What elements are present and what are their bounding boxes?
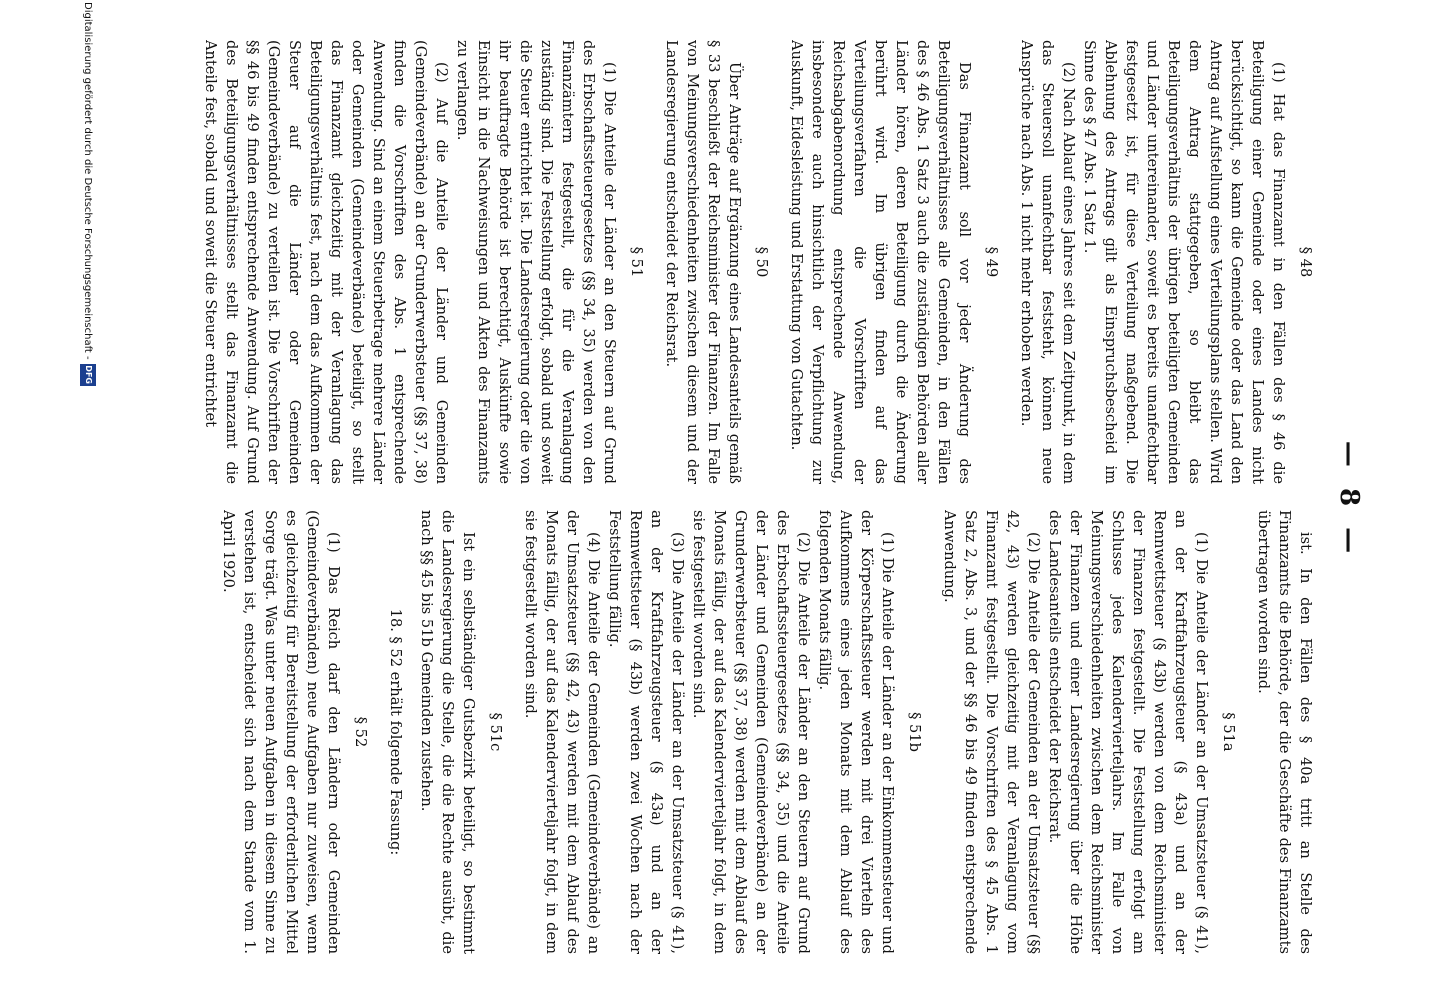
- amendment-note: 18. § 52 erhält folgende Fassung:: [387, 608, 404, 856]
- paragraph: Über Anträge auf Ergänzung eines Landesanteils gemäß § 33 beschließt der Reichsminister der Finanzen. Im Falle von Meinungsverschiedenheiten zwischen diesem und der Landesregierung entscheidet der Reichsrat.: [663, 40, 743, 484]
- digitization-credit: [74, 2, 102, 998]
- credit-text: Digitalisierung gefördert durch die Deutsche Forschungsgemeinschaft -: [82, 2, 94, 360]
- paragraph: Das Finanzamt soll vor jeder Änderung des Beteiligungsverhältnisses alle Gemeinden, in den Fällen des § 46 Abs. 1 Satz 3 auch die zuständigen Behörden aller Länder hören, deren Beteiligung durch die Änderung berührt wird. Im übrigen finden auf das Verteilungsverfahren die Vorschriften der Reichsabgabenordnung entsprechende Anwendung, insbesondere auch hinsichtlich der Verpflichtung zur Auskunft, Eidesleistung und Erstattung von Gutachten.: [788, 40, 973, 484]
- paragraph: (4) Die Anteile der Gemeinden (Gemeindeverbände) an der Umsatzsteuer (§§ 42, 43) werden mit dem Ablauf des Monats fällig, der auf das Kalendervierteljahr folgt, in dem sie festgestellt worden sind.: [522, 510, 602, 954]
- right-column: [116, 510, 1316, 954]
- paragraph: (2) Auf die Anteile der Länder und Gemeinden (Gemeindeverbände) an der Grunderwerbsteuer (§§ 37, 38) finden die Vorschriften des Abs. 1 entsprechende Anwendung. Sind an einem Steuerbetrage mehrere Länder oder Gemeinden (Gemeindeverbände) beteiligt, so stellt das Finanzamt gleichzeitig mit der Veranlagung das Beteiligungsverhältnis fest, nach dem das Aufkommen der Steuer auf die Länder oder Gemeinden (Gemeindeverbände) zu verteilen ist. Die Vorschriften der §§ 46 bis 49 finden entsprechende Anwendung. Auf Grund des Beteiligungsverhältnisses stellt das Finanzamt die Anteile fest, sobald und soweit die Steuer entrichtet: [202, 40, 450, 484]
- left-column: [116, 40, 1316, 484]
- paragraph: (1) Die Anteile der Länder an der Umsatzsteuer (§ 41), an der Kraftfahrzeugsteuer (§ 43a) und an der Rennwettsteuer (§ 43b) werden von dem Reichsminister der Finanzen festgestellt. Die Feststellung erfolgt am Schlusse jedes Kalendervierteljahrs. Im Falle von Meinungsverschiedenheiten zwischen dem Reichsminister der Finanzen und einer Landesregierung über die Höhe des Landesanteils entscheidet der Reichsrat.: [1046, 510, 1210, 954]
- paragraph: (2) Die Anteile der Länder an den Steuern auf Grund des Erbschaftssteuergesetzes (§§ 34, 35) und die Anteile der Länder und Gemeinden (Gemeindeverbände) an der Grunderwerbsteuer (§§ 37, 38) werden mit dem Ablauf des Monats fällig, der auf das Kalendervierteljahr folgt, in dem sie festgestellt worden sind.: [690, 510, 812, 954]
- section-heading: § 51a: [1220, 712, 1237, 752]
- paragraph: (1) Das Reich darf den Ländern oder Gemeinden (Gemeindeverbänden) neue Aufgaben nur zuweisen, wenn es gleichzeitig für Bereitstellung der erforderlichen Mittel Sorge trägt. Was unter neuen Aufgaben in diesem Sinne zu verstehen ist, entscheidet sich nach dem Stande vom 1. April 1920.: [220, 510, 342, 954]
- dfg-logo: DFG: [80, 364, 96, 386]
- paragraph: (1) Hat das Finanzamt in den Fällen des § 46 die Beteiligung einer Gemeinde oder eines Landes nicht berücksichtigt, so kann die Gemeinde oder das Land den Antrag auf Aufstellung eines Verteilungsplans stellen. Wird dem Antrag stattgegeben, so bleibt das Beteiligungsverhältnis der übrigen beteiligten Gemeinden und Länder untereinander, soweit es bereits unanfechtbar festgesetzt ist, für diese Verteilung maßgebend. Die Ablehnung des Antrags gilt als Einspruchsbescheid im Sinne des § 47 Abs. 1 Satz 1.: [1081, 40, 1287, 484]
- paragraph: (2) Nach Ablauf eines Jahres seit dem Zeitpunkt, in dem das Steuersoll unanfechtbar feststeht, können neue Ansprüche nach Abs. 1 nicht mehr erhoben werden.: [1018, 40, 1077, 484]
- section-heading: § 51b: [906, 712, 923, 752]
- paragraph: Ist ein selbständiger Gutsbezirk beteiligt, so bestimmt die Landesregierung die Stelle, die die Rechte ausübt, die nach §§ 45 bis 51b Gemeinden zustehen.: [418, 510, 477, 954]
- section-heading: § 48: [1297, 246, 1314, 278]
- section-heading: § 50: [753, 246, 770, 278]
- paragraph: (3) Die Anteile der Länder an der Umsatzsteuer (§ 41), an der Kraftfahrzeugsteuer (§ 43a) und an der Rennwettsteuer (§ 43b) werden zwei Wochen nach der Feststellung fällig.: [606, 510, 686, 954]
- section-heading: § 49: [983, 246, 1000, 278]
- page-number: — 8 —: [1334, 440, 1364, 560]
- paragraph: (1) Die Anteile der Länder an den Steuern auf Grund des Erbschaftssteuergesetzes (§§ 34, 35) werden von den Finanzämtern festgestellt, die für die Veranlagung zuständig sind. Die Feststellung erfolgt, sobald und soweit die Steuer entrichtet ist. Die Landesregierung oder die von ihr beauftragte Behörde ist berechtigt, Auskünfte sowie Einsicht in die Nachweisungen und Akten des Finanzamts zu verlangen.: [454, 40, 618, 484]
- paragraph: ist. In den Fällen des § 40a tritt an Stelle des Finanzamts die Behörde, der die Geschäfte des Finanzamts übertragen worden sind.: [1255, 510, 1314, 954]
- section-heading: § 51c: [487, 712, 504, 752]
- paragraph: (2) Die Anteile der Gemeinden an der Umsatzsteuer (§§ 42, 43) werden gleichzeitig mit der Veranlagung vom Finanzamt festgestellt. Die Vorschriften des § 45 Abs. 1 Satz 2, Abs. 3, und der §§ 46 bis 49 finden entsprechende Anwendung.: [941, 510, 1042, 954]
- section-heading: § 52: [352, 716, 369, 748]
- section-heading: § 51: [628, 246, 645, 278]
- paragraph: (1) Die Anteile der Länder an der Einkommensteuer und der Körperschaftssteuer werden mit drei Vierteln des Aufkommens eines jeden Monats mit dem Ablauf des folgenden Monats fällig.: [816, 510, 896, 954]
